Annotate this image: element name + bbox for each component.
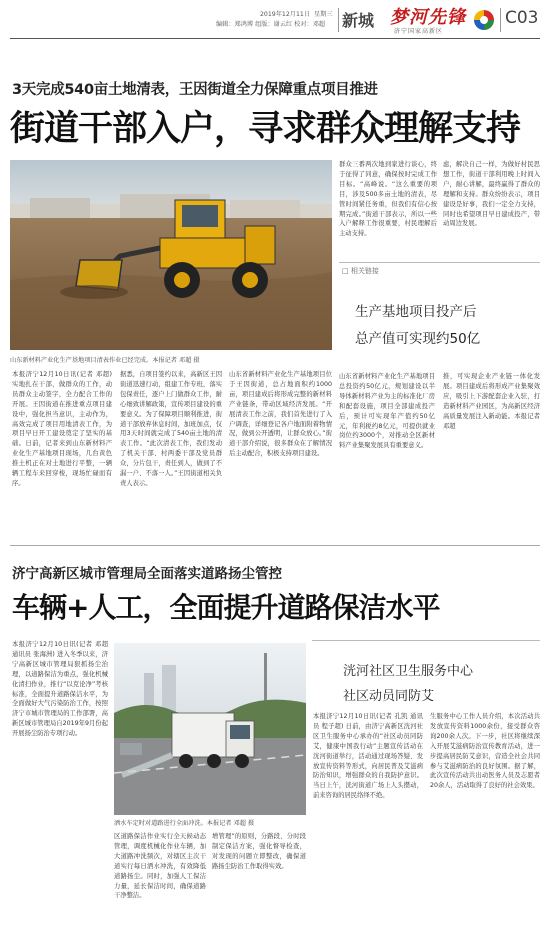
related-headline-1: 生产基地项目投产后 xyxy=(355,304,477,320)
story1-col1: 本报济宁12月10日讯(记者 邓超) 实地扎在干部，做群众的工作，动员群众主动签字，全力配合工作的开展。王因街道在推进重点项目建设中，强化担当意识，主动作为，高效完成了项目用地清表工作，为项目早日开工建设奠定了坚实的基础。日前，记者来到山东新材料产业化生产基地项目现场，几台黄色推土机正在对土地进行平整，一辆辆工程车来回穿梭，现场忙碌而有序。 xyxy=(12,371,112,487)
story1-col5: 虑，解决自己一样，为做好村民思想工作，街道干部利用晚上时间入户，耐心讲解，最终赢得了群众的理解和支持。群众纷纷表示，项目建设是好事，我们一定全力支持，同时也希望项目早日建成投产，带动周边发展。 xyxy=(443,161,540,228)
side-rule xyxy=(312,640,540,641)
masthead-subtitle: 济宁国家高新区 xyxy=(394,28,444,35)
header-rule xyxy=(10,38,540,39)
story2-col3: 增管理”的原则，分路段、分时段制定保洁方案，强化督导检查，对发现的问题立即整改，确保道路扬尘防治工作取得实效。 xyxy=(212,833,306,870)
section-divider xyxy=(10,545,540,546)
related-col1: 山东省新材料产业化生产基地项目总投资约50亿元，规划建设以半导体新材料产业为主的标准化厂房和配套设施，项目全部建成投产后，预计可实现年产值约50亿元，年利税约8亿元，可提供就业岗位约3000个，对推动全区新材料产业集聚发展具有重要意义。 xyxy=(339,373,435,450)
story2-kicker: 济宁高新区城市管理局全面落实道路扬尘管控 xyxy=(12,566,282,582)
loader-photo xyxy=(10,160,332,350)
story1-headline: 街道干部入户，寻求群众理解支持 xyxy=(10,109,521,149)
story2-photo-caption: 洒水车定时对道路进行全面冲洗。本报记者 邓超 摄 xyxy=(114,820,255,827)
section-name: 新城 xyxy=(342,11,375,30)
side-headline-2: 社区动员同防艾 xyxy=(343,689,435,704)
side-col1: 本报济宁12月10日讯(记者 孔凯 通讯员 程子超) 日前，由济宁高新区洸河社区卫生服务中心承办的“社区动员同防艾，健康中国我行动”主题宣传活动在洸河街道举行，活动通过现场答疑、发放宣传资料等形式，向居民普及艾滋病防治知识，增强群众的自我防护意识。当日上午，洸河街道广场上人头攒动，前来咨询的居民络绎不绝。 xyxy=(313,713,423,800)
sprinkler-truck-photo xyxy=(114,643,306,815)
story1-col2: 据悉，自项目签约以来，高新区王因街道迅速行动，组建工作专班，落实包保责任，逐户上门做群众工作，耐心细致讲解政策，宣传项目建设的重要意义。为了保障项目顺利推进，街道干部放弃休息时间，加班加点，仅用3天时间就完成了540亩土地的清表工作。“此次清表工作，我们发动了机关干部、村两委干部及党员群众，分片包干，责任到人，做到了不漏一户、不落一人。”王因街道相关负责人表示。 xyxy=(120,371,222,487)
story1-col3: 山东省新材料产业化生产基地项目位于王因街道，总占地面积约1000亩，项目建成后将形成完整的新材料产业链条，带动区域经济发展。“开展清表工作之前，我们首先进行了入户调查，详细登记各户地面附着物情况，做到公开透明，让群众放心。”街道干部介绍说，很多群众在了解情况后主动配合，积极支持项目建设。 xyxy=(229,371,332,458)
related-col2: 推，可实现企业产业链一体化发展。项目建成后将形成产业集聚效应，吸引上下游配套企业入驻，打造新材料产业园区，为高新区经济高质量发展注入新动能。本报记者 邓超 xyxy=(443,373,540,430)
header-divider xyxy=(338,8,339,32)
editor-credits: 编辑：郑鸿博 组版：谢云红 校对：邓超 xyxy=(216,21,326,28)
related-label: □ 相关链接 xyxy=(342,267,379,275)
issue-date: 2019年12月11日 星期三 xyxy=(260,11,333,18)
story2-col1: 本报济宁12月10日讯(记者 邓超 通讯员 张海洲) 进入冬季以来，济宁高新区城市管理局狠抓扬尘治理，以道路保洁为重点，强化机械化清扫作业，推行“以克论净”考核标准，全面提升道路保洁水平，为全面做好大气污染防治工作，按照济宁市城市管理局的工作部署，高新区城市管理局自2019年9月份起开展扬尘防治专项行动。 xyxy=(12,641,108,738)
story1-photo-caption: 山东新材料产业化生产基地项目清表作业已经完成。本报记者 邓超 摄 xyxy=(10,357,200,364)
story2-headline: 车辆+人工，全面提升道路保洁水平 xyxy=(12,591,440,624)
header-divider-2 xyxy=(500,8,501,32)
side-headline-1: 洸河社区卫生服务中心 xyxy=(343,664,474,679)
story1-col4: 群众三番两次地到家进行谈心，终于征得了同意，确保按时完成工作目标。“高峰说。“这么重要的项目，涉及500多亩土地的清表，尽管时间紧任务重，但我们有信心按期完成。”街道干部表示，所以一些入户解释工作很重要，村民理解后主动支持。 xyxy=(339,161,437,238)
related-headline-2: 总产值可实现约50亿 xyxy=(355,331,481,347)
region-logo-icon xyxy=(473,9,495,31)
page-number: C03 xyxy=(505,8,539,28)
related-rule xyxy=(339,262,540,263)
masthead-logo: 梦河先锋 xyxy=(390,7,466,28)
story1-kicker: 3天完成540亩土地清表，王因街道全力保障重点项目推进 xyxy=(12,82,378,98)
story2-col2: 区道路保洁作业实行全天候动态管理，调度机械化作业车辆，加大道路冲洗频次，对辖区主次干道实行每日洒水冲洗，有效降低道路扬尘。同时，加强人工保洁力量，延长保洁时间，确保道路干净整洁。 xyxy=(114,833,206,900)
side-col2: 生服务中心工作人员介绍，本次活动共发放宣传资料1000余份，接受群众咨询200余人次。下一步，社区将继续深入开展艾滋病防治宣传教育活动，进一步提高居民防艾意识，营造全社会共同参与艾滋病防治的良好氛围。据了解，此次宣传活动共出动医务人员及志愿者20余人，活动取得了良好的社会效果。 xyxy=(430,713,540,790)
